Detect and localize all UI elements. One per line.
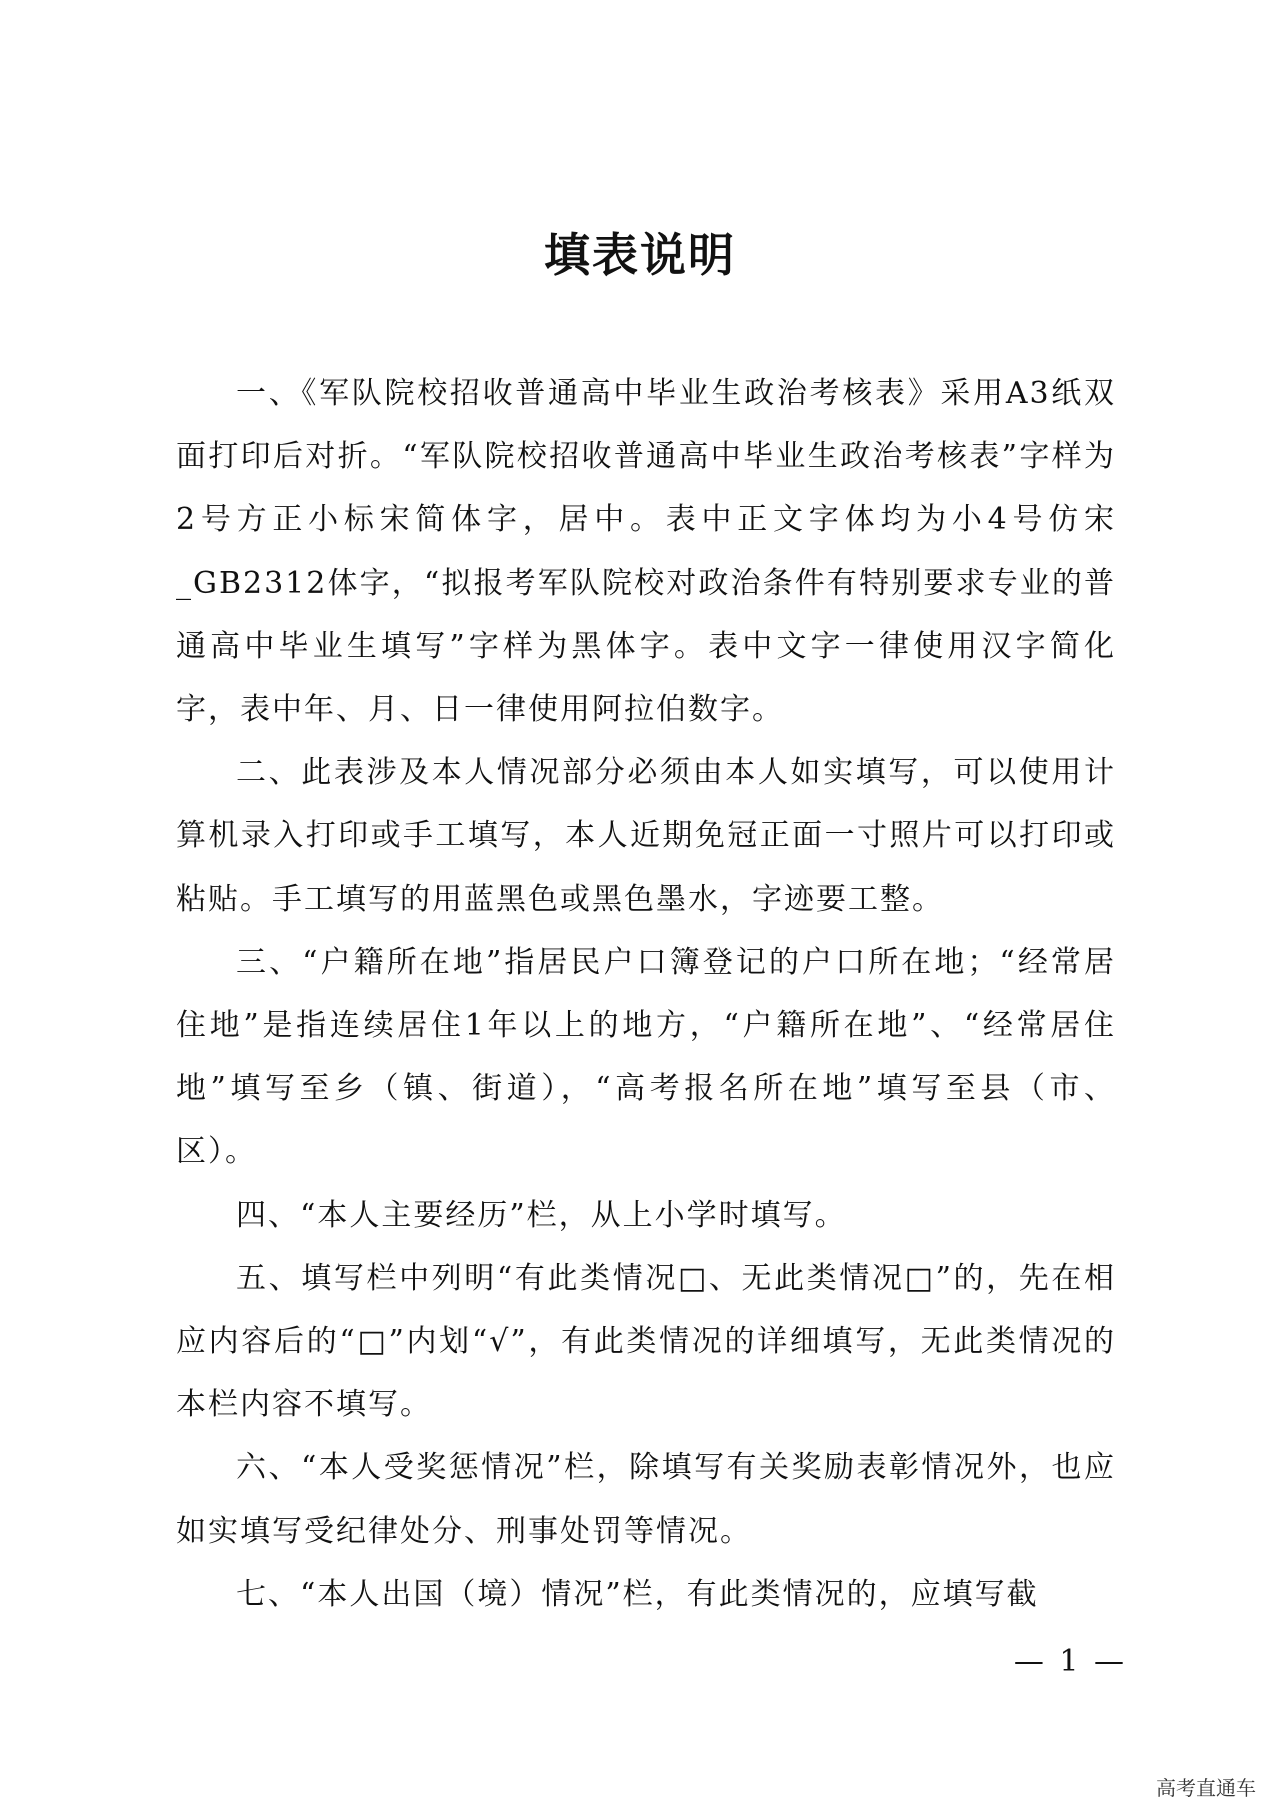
paragraph-3: 三、“户籍所在地”指居民户口簿登记的户口所在地；“经常居住地”是指连续居住1年以上的地方，“户籍所在地”、“经常居住地”填写至乡（镇、街道），“高考报名所在地”填写至县（市、区）。 <box>176 944 1116 1170</box>
paragraph-2: 二、此表涉及本人情况部分必须由本人如实填写，可以使用计算机录入打印或手工填写，本人近期免冠正面一寸照片可以打印或粘贴。手工填写的用蓝黑色或黑色墨水，字迹要工整。 <box>176 755 1116 917</box>
document-title: 填表说明 <box>544 228 736 282</box>
paragraph-6: 六、“本人受奖惩情况”栏，除填写有关奖励表彰情况外，也应如实填写受纪律处分、刑事处罚等情况。 <box>176 1450 1116 1549</box>
paragraph-1: 一、《军队院校招收普通高中毕业生政治考核表》采用A3纸双面打印后对折。“军队院校招收普通高中毕业生政治考核表”字样为2号方正小标宋简体字，居中。表中正文字体均为小4号仿宋_GB2312体字，“拟报考军队院校对政治条件有特别要求专业的普通高中毕业生填写”字样为黑体字。表中文字一律使用汉字简化字，表中年、月、日一律使用阿拉伯数字。 <box>176 376 1116 728</box>
page-number: — 1 — <box>1013 1644 1127 1679</box>
watermark-text: 高考直通车 <box>1156 1776 1256 1800</box>
document-body <box>176 362 1116 1626</box>
paragraph-5: 五、填写栏中列明“有此类情况□、无此类情况□”的，先在相应内容后的“□”内划“√”，有此类情况的详细填写，无此类情况的本栏内容不填写。 <box>176 1260 1116 1423</box>
paragraph-7: 七、“本人出国（境）情况”栏，有此类情况的，应填写截 <box>236 1576 1039 1612</box>
paragraph-4: 四、“本人主要经历”栏，从上小学时填写。 <box>236 1197 847 1233</box>
